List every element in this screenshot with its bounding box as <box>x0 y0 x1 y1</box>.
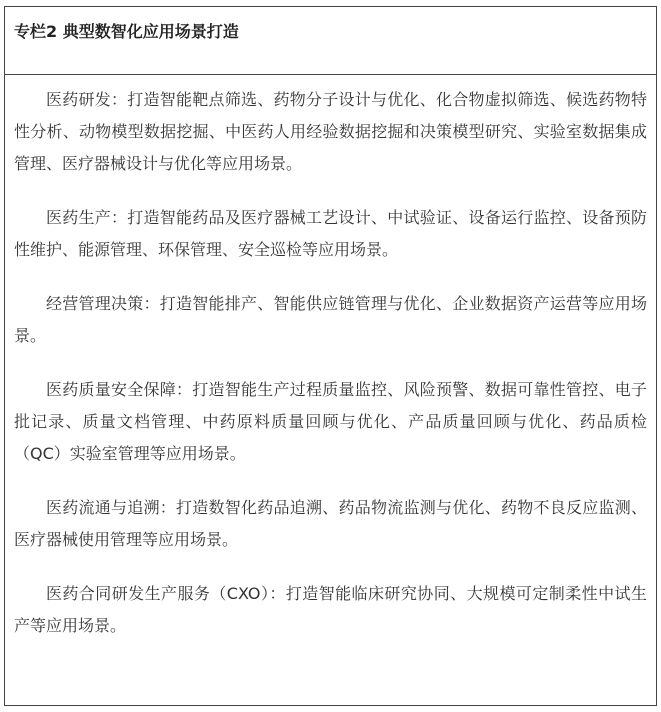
paragraph-distribution: 医药流通与追溯：打造数智化药品追溯、药品物流监测与优化、药物不良反应监测、医疗器械使用管理等应用场景。 <box>14 498 647 549</box>
paragraph-cxo: 医药合同研发生产服务（CXO）：打造智能临床研究协同、大规模可定制柔性中试生产等应用场景。 <box>14 584 647 635</box>
paragraph-quality: 医药质量安全保障：打造智能生产过程质量监控、风险预警、数据可靠性管控、电子批记录、质量文档管理、中药原料质量回顾与优化、产品质量回顾与优化、药品质检（QC）实验室管理等应用场景。 <box>14 380 647 463</box>
column-box <box>4 6 657 706</box>
paragraph-management: 经营管理决策：打造智能排产、智能供应链管理与优化、企业数据资产运营等应用场景。 <box>14 294 647 345</box>
paragraph-production: 医药生产：打造智能药品及医疗器械工艺设计、中试验证、设备运行监控、设备预防性维护、能源管理、环保管理、安全巡检等应用场景。 <box>14 208 647 259</box>
column-title: 专栏2 典型数智化应用场景打造 <box>14 22 239 41</box>
column-body <box>5 75 656 642</box>
column-header <box>5 7 656 75</box>
paragraph-rnd: 医药研发：打造智能靶点筛选、药物分子设计与优化、化合物虚拟筛选、候选药物特性分析、动物模型数据挖掘、中医药人用经验数据挖掘和决策模型研究、实验室数据集成管理、医疗器械设计与优化等应用场景。 <box>14 90 647 173</box>
